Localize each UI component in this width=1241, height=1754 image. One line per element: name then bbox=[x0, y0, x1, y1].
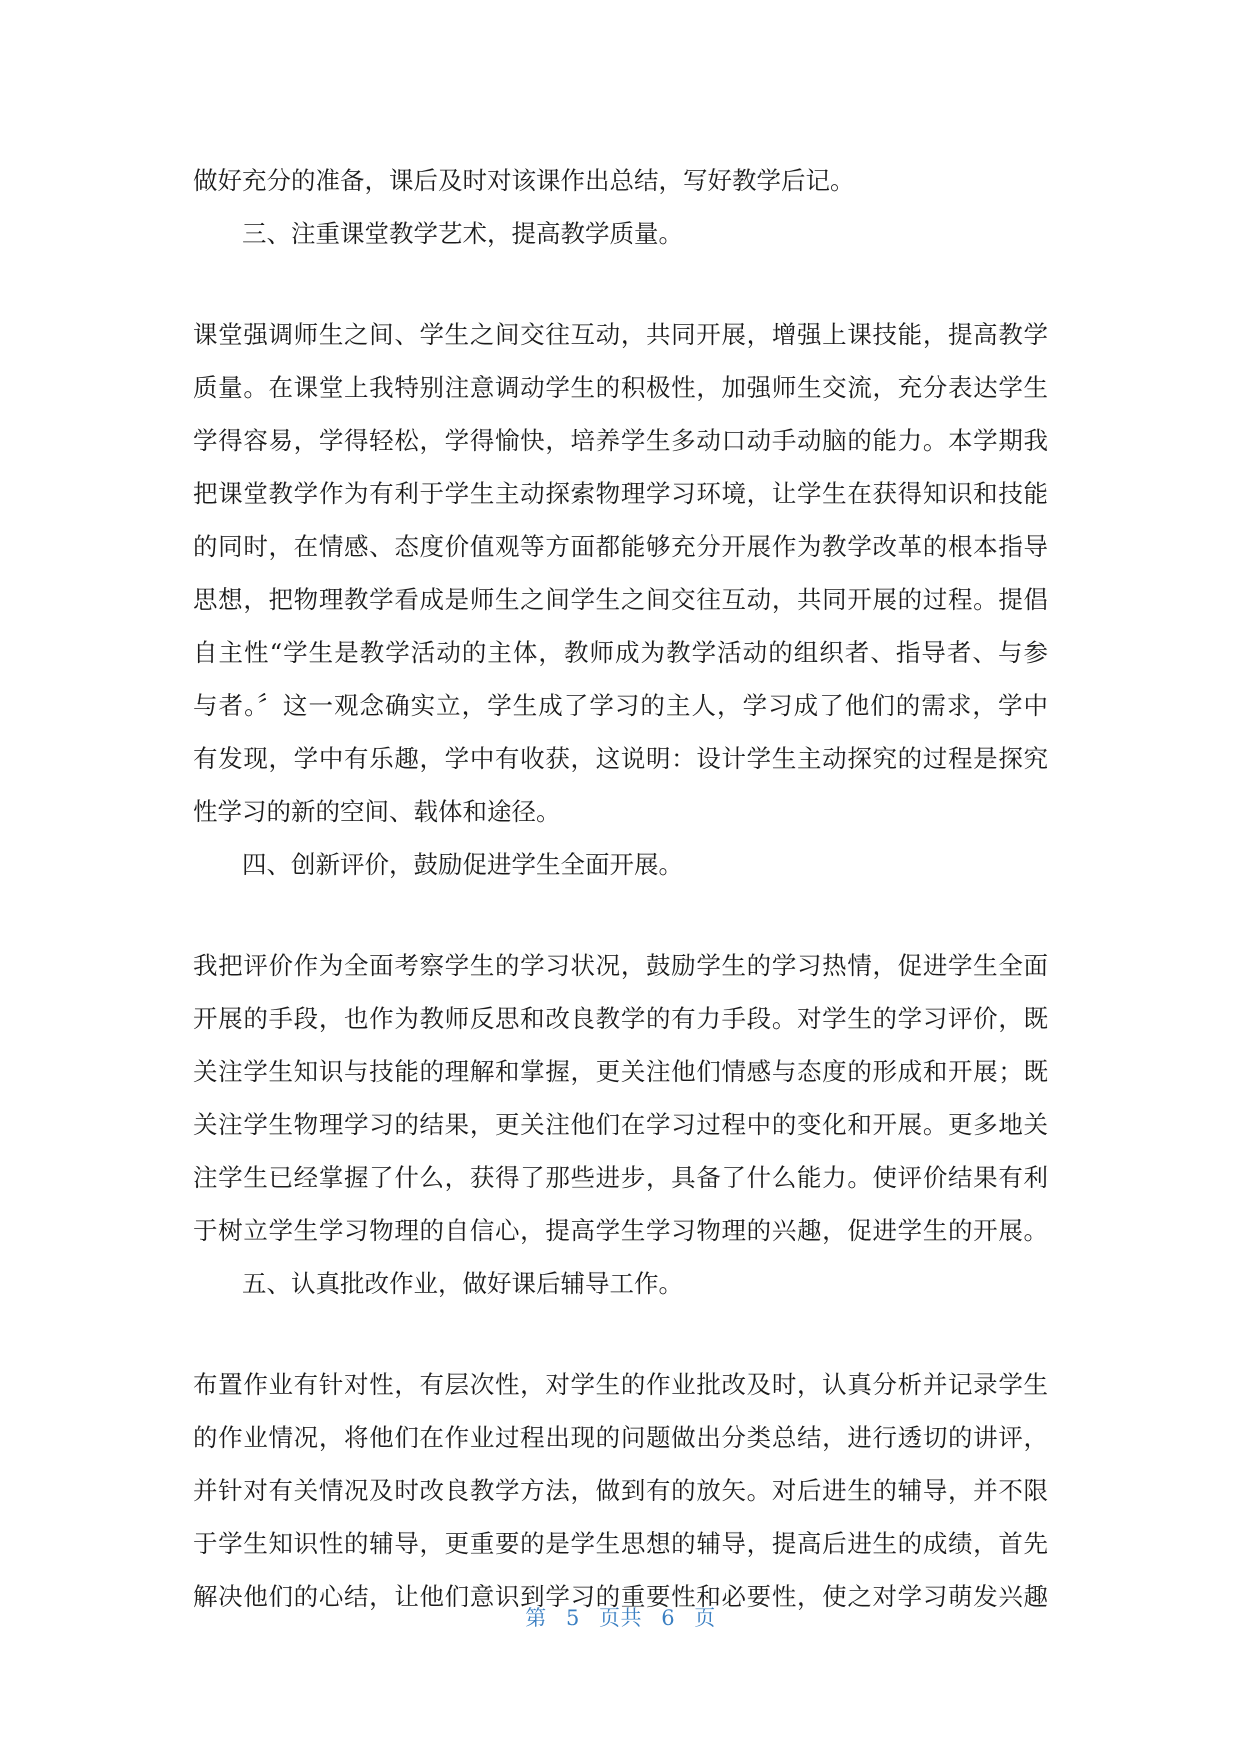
page-label-suffix: 页 bbox=[694, 1606, 716, 1630]
paragraph-gap bbox=[193, 260, 1048, 308]
body-line: 质量。在课堂上我特别注意调动学生的积极性，加强师生交流，充分表达学生 bbox=[193, 373, 1048, 402]
document-body bbox=[193, 154, 1048, 1623]
body-line: 自主性“学生是教学活动的主体，教师成为教学活动的组织者、指导者、与参 bbox=[193, 638, 1048, 667]
paragraph-gap bbox=[193, 1310, 1048, 1358]
body-line: 把课堂教学作为有利于学生主动探索物理学习环境，让学生在获得知识和技能 bbox=[193, 479, 1048, 508]
page-label-middle: 页共 bbox=[599, 1606, 642, 1630]
body-line: 布置作业有针对性，有层次性，对学生的作业批改及时，认真分析并记录学生 bbox=[193, 1370, 1048, 1399]
body-line: 课堂强调师生之间、学生之间交往互动，共同开展，增强上课技能，提高教学 bbox=[193, 320, 1048, 349]
body-line: 解决他们的心结，让他们意识到学习的重要性和必要性，使之对学习萌发兴趣 bbox=[193, 1582, 1048, 1611]
body-line: 于树立学生学习物理的自信心，提高学生学习物理的兴趣，促进学生的开展。 bbox=[193, 1216, 1048, 1245]
page-label-prefix: 第 bbox=[525, 1606, 547, 1630]
body-line: 性学习的新的空间、载体和途径。 bbox=[193, 797, 561, 826]
body-line: 我把评价作为全面考察学生的学习状况，鼓励学生的学习热情，促进学生全面 bbox=[193, 951, 1048, 980]
page-footer bbox=[0, 1602, 1241, 1632]
body-line: 注学生已经掌握了什么，获得了那些进步，具备了什么能力。使评价结果有利 bbox=[193, 1163, 1048, 1192]
body-line: 并针对有关情况及时改良教学方法，做到有的放矢。对后进生的辅导，并不限 bbox=[193, 1476, 1048, 1505]
body-line: 于学生知识性的辅导，更重要的是学生思想的辅导，提高后进生的成绩，首先 bbox=[193, 1529, 1048, 1558]
current-page-number: 5 bbox=[565, 1606, 580, 1630]
body-line: 学得容易，学得轻松，学得愉快，培养学生多动口动手动脑的能力。本学期我 bbox=[193, 426, 1048, 455]
body-line: 关注学生知识与技能的理解和掌握，更关注他们情感与态度的形成和开展；既 bbox=[193, 1057, 1048, 1086]
body-line: 思想，把物理教学看成是师生之间学生之间交往互动，共同开展的过程。提倡 bbox=[193, 585, 1048, 614]
body-line: 开展的手段，也作为教师反思和改良教学的有力手段。对学生的学习评价，既 bbox=[193, 1004, 1048, 1033]
body-line: 与者。〞这一观念确实立，学生成了学习的主人，学习成了他们的需求，学中 bbox=[193, 691, 1048, 720]
body-line: 的作业情况，将他们在作业过程出现的问题做出分类总结，进行透切的讲评， bbox=[193, 1423, 1048, 1452]
section-heading: 四、创新评价，鼓励促进学生全面开展。 bbox=[242, 850, 683, 879]
section-heading: 三、注重课堂教学艺术，提高教学质量。 bbox=[242, 219, 683, 248]
section-heading: 五、认真批改作业，做好课后辅导工作。 bbox=[242, 1269, 683, 1298]
body-line: 有发现，学中有乐趣，学中有收获，这说明：设计学生主动探究的过程是探究 bbox=[193, 744, 1048, 773]
paragraph-gap bbox=[193, 891, 1048, 939]
body-line: 做好充分的准备，课后及时对该课作出总结，写好教学后记。 bbox=[193, 166, 855, 195]
body-line: 关注学生物理学习的结果，更关注他们在学习过程中的变化和开展。更多地关 bbox=[193, 1110, 1048, 1139]
body-line: 的同时，在情感、态度价值观等方面都能够充分开展作为教学改革的根本指导 bbox=[193, 532, 1048, 561]
total-page-number: 6 bbox=[661, 1606, 676, 1630]
